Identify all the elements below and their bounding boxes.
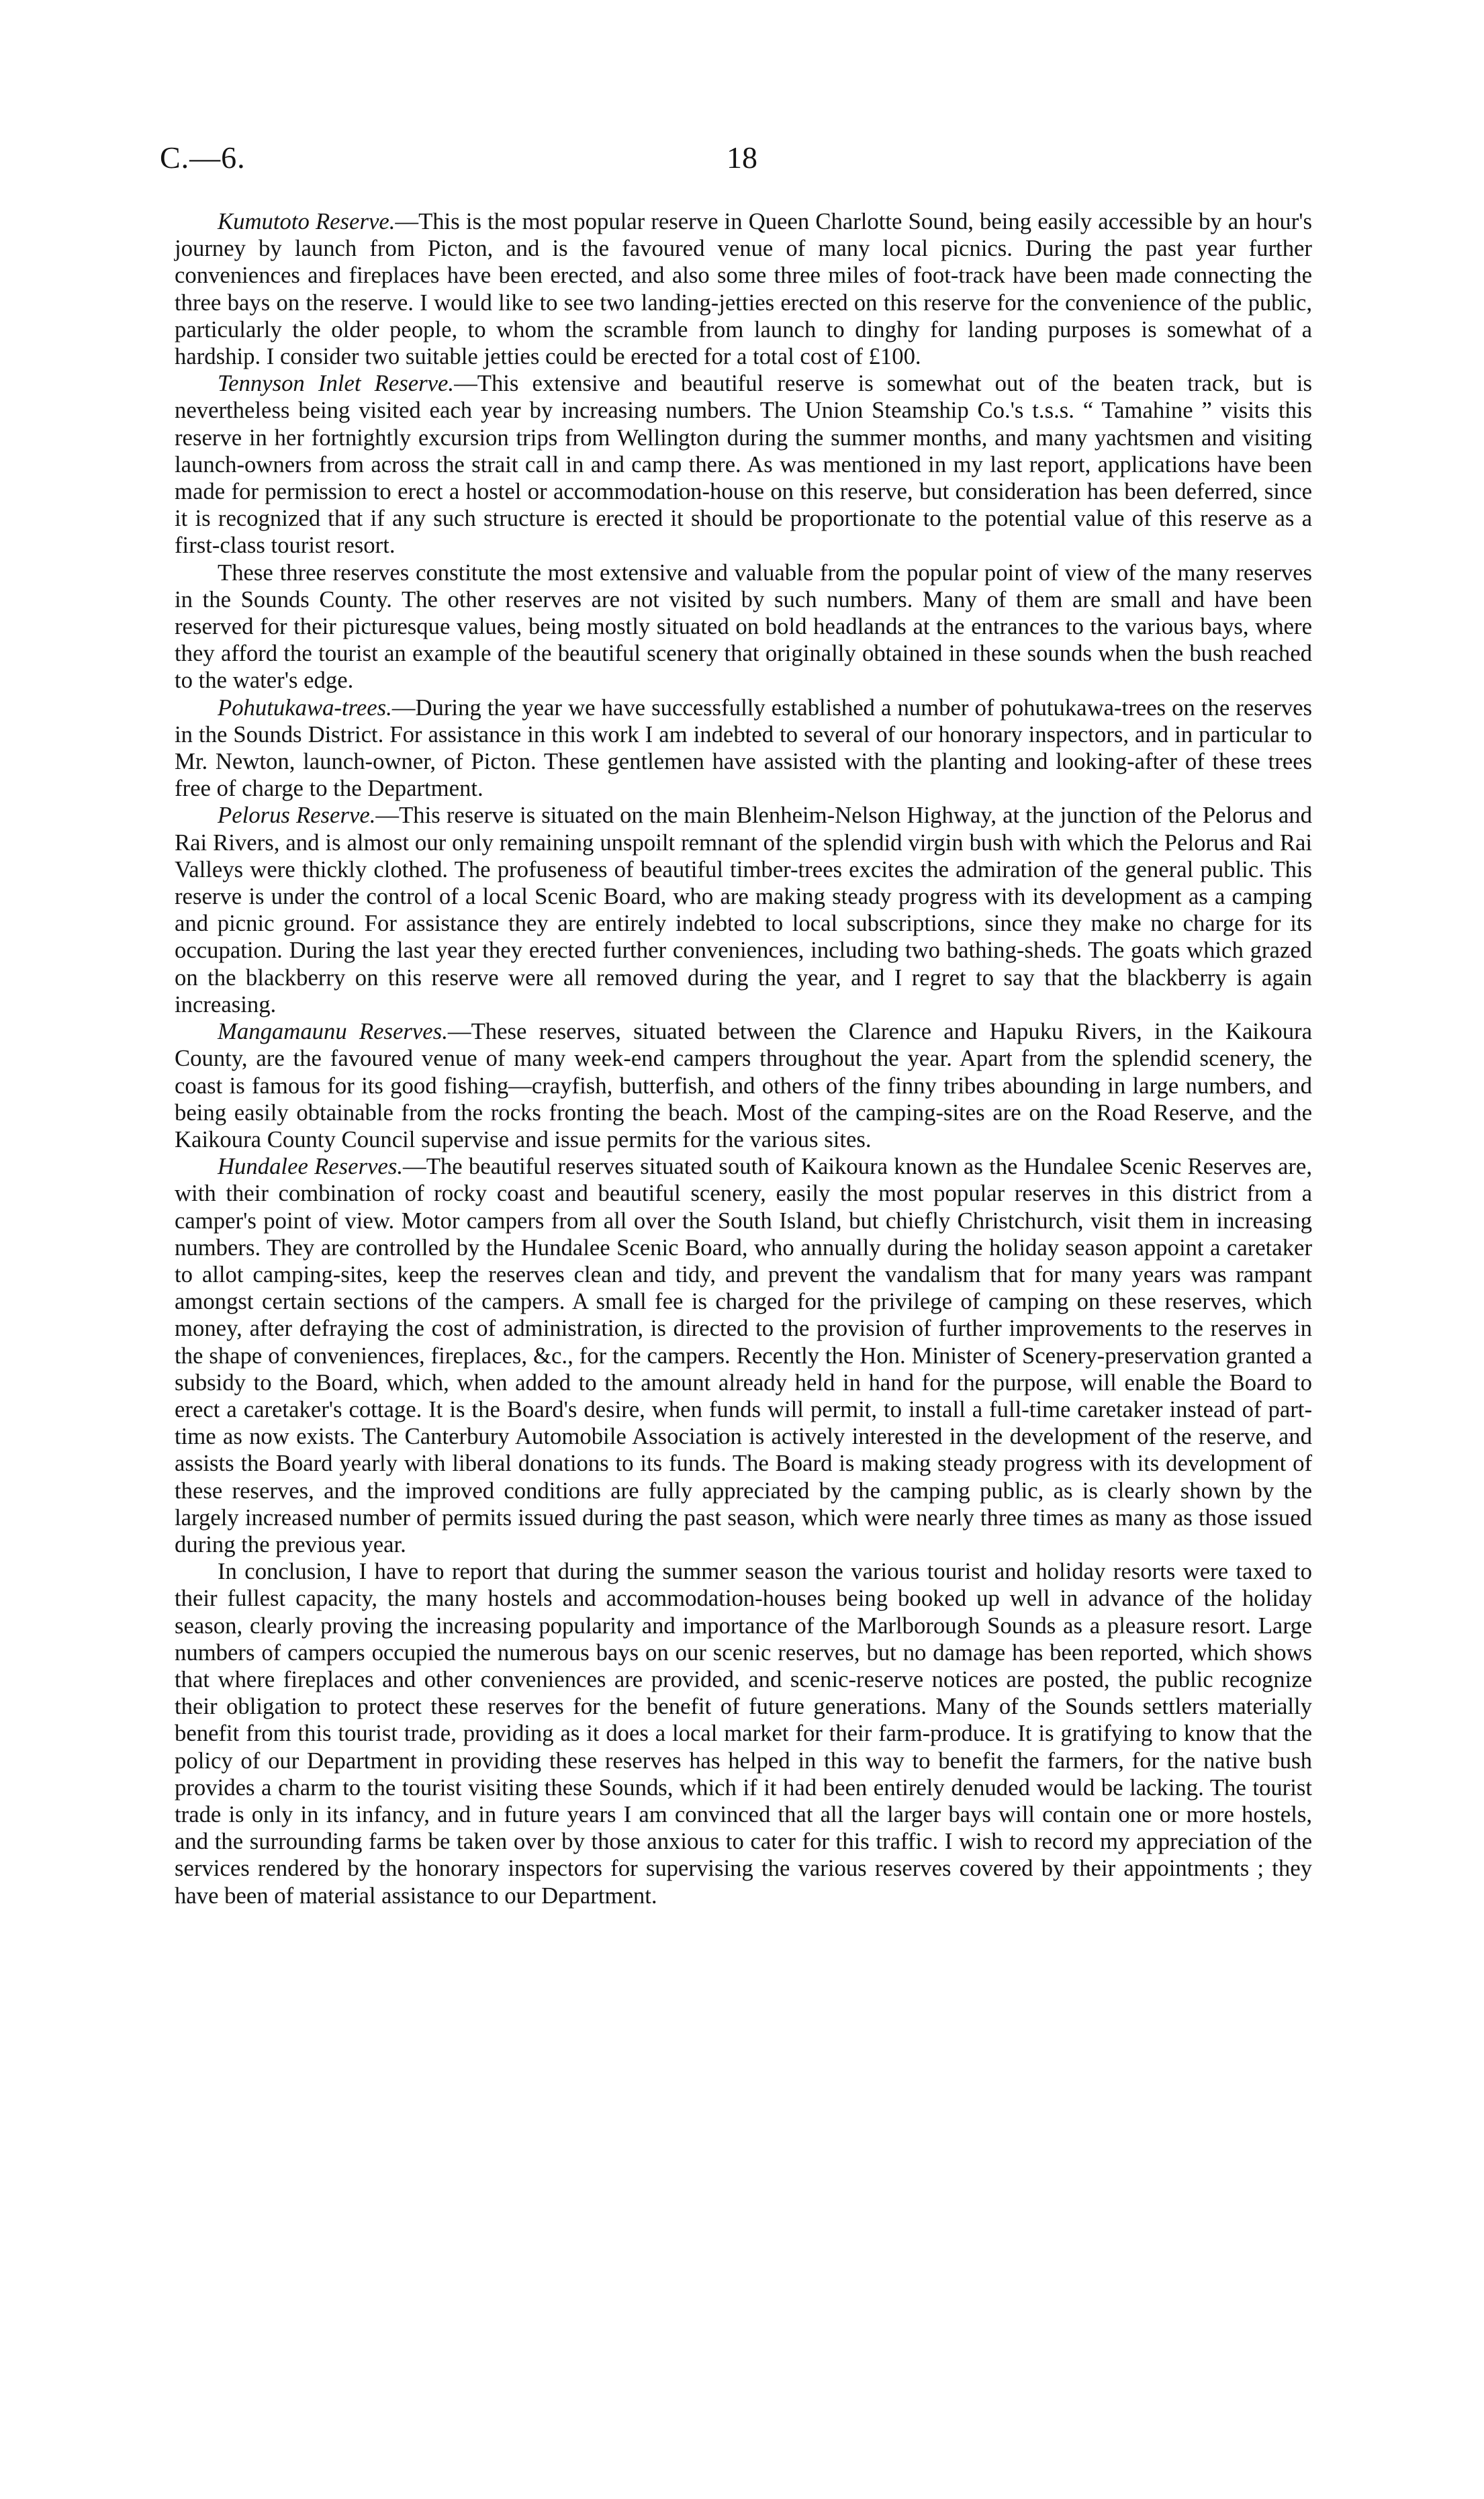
paragraph-heading: Mangamaunu Reserves. (218, 1018, 448, 1045)
paragraph-heading: Pohutukawa-trees. (218, 694, 392, 721)
paragraph-text: These three reserves constitute the most extensive and valuable from the popular point of view of the many reserves in the Sounds County. The other reserves are not visited by such numbers. Many of them are small and have been reserved for their picturesque values, being mostly situated on bold headlands at the entrances to the various bays, where they afford the tourist an example of the beautiful scenery that originally obtained in these sounds when the bush reached to the water's edge. (175, 559, 1312, 694)
paragraph-text: —During the year we have successfully established a number of pohutukawa-trees on the reserves in the Sounds District. For assistance in this work I am indebted to several of our honorary inspectors, and in particular to Mr. Newton, launch-owner, of Picton. These gentlemen have assisted with the planting and looking-after of these trees free of charge to the Department. (175, 694, 1312, 802)
paragraph-text: —This is the most popular reserve in Queen Charlotte Sound, being easily accessible by an hour's journey by launch from Picton, and is the favoured venue of many local picnics. During the past year further conveniences and fireplaces have been erected, and also some three miles of foot-track have been made connecting the three bays on the reserve. I would like to see two landing-jetties erected on this reserve for the convenience of the public, particularly the older people, to whom the scramble from launch to dinghy for landing purposes is somewhat of a hardship. I consider two suitable jetties could be erected for a total cost of £100. (175, 208, 1312, 370)
page-header (0, 140, 1484, 187)
paragraph-text: In conclusion, I have to report that during the summer season the various tourist and holiday resorts were taxed to their fullest capacity, the many hostels and accommodation-houses being booked up well in advance of the holiday season, clearly proving the increasing popularity and importance of the Marlborough Sounds as a pleasure resort. Large numbers of campers occupied the numerous bays on our scenic reserves, but no damage has been reported, which shows that where fireplaces and other conveniences are provided, and scenic-reserve notices are posted, the public recognize their obligation to protect these reserves for the benefit of future generations. Many of the Sounds settlers materially benefit from this tourist trade, providing as it does a local market for their farm-produce. It is gratifying to know that the policy of our Department in providing these reserves has helped in this way to benefit the farmers, for the native bush provides a charm to the tourist visiting these Sounds, which if it had been entirely denuded would be lacking. The tourist trade is only in its infancy, and in future years I am convinced that all the larger bays will contain one or more hostels, and the surrounding farms be taken over by those anxious to cater for this traffic. I wish to record my appreciation of the services rendered by the honorary inspectors for supervising the various reserves covered by their appointments ; they have been of material assistance to our Department. (175, 1558, 1312, 1909)
paragraph-heading: Pelorus Reserve. (218, 802, 376, 829)
paragraph-kumutoto-reserve (175, 208, 1312, 370)
paragraph-text: —The beautiful reserves situated south of Kaikoura known as the Hundalee Scenic Reserves are, with their combination of rocky coast and beautiful scenery, easily the most popular reserves in this district from a camper's point of view. Motor campers from all over the South Island, but chiefly Christchurch, visit them in increasing numbers. They are controlled by the Hundalee Scenic Board, who annually during the holiday season appoint a caretaker to allot camping-sites, keep the reserves clean and tidy, and prevent the vandalism that for many years was rampant amongst certain sections of the campers. A small fee is charged for the privilege of camping on these reserves, which money, after defraying the cost of administration, is directed to the provision of further improvements to the reserves in the shape of conveniences, fireplaces, &c., for the campers. Recently the Hon. Minister of Scenery-preservation granted a subsidy to the Board, which, when added to the amount already held in hand for the purpose, will enable the Board to erect a caretaker's cottage. It is the Board's desire, when funds will permit, to install a full-time caretaker instead of part-time as now exists. The Canterbury Automobile Association is actively interested in the development of the reserve, and assists the Board yearly with liberal donations to its funds. The Board is making steady progress with its development of these reserves, and the improved conditions are fully appreciated by the camping public, as is clearly shown by the largely increased number of permits issued during the past season, which were nearly three times as many as those issued during the previous year. (175, 1153, 1312, 1557)
paragraph-text: —This reserve is situated on the main Blenheim-Nelson Highway, at the junction of the Pelorus and Rai Rivers, and is almost our only remaining unspoilt remnant of the splendid virgin bush with which the Pelorus and Rai Valleys were thickly clothed. The profuseness of beautiful timber-trees excites the admiration of the general public. This reserve is under the control of a local Scenic Board, who are making steady progress with its development as a camping and picnic ground. For assistance they are entirely indebted to local subscriptions, since they make no charge for its occupation. During the last year they erected further conveniences, including two bathing-sheds. The goats which grazed on the blackberry on this reserve were all removed during the year, and I regret to say that the blackberry is again increasing. (175, 802, 1312, 1017)
paragraph-conclusion (175, 1558, 1312, 1909)
paragraph-heading: Kumutoto Reserve. (218, 208, 396, 234)
paragraph-tennyson-inlet-reserve (175, 370, 1312, 559)
paragraph-heading: Tennyson Inlet Reserve. (218, 370, 455, 397)
paragraph-mangamaunu-reserves (175, 1018, 1312, 1153)
paragraph-hundalee-reserves (175, 1153, 1312, 1558)
paragraph-pelorus-reserve (175, 802, 1312, 1018)
document-reference: C.—6. (160, 140, 246, 175)
paragraph-text: —This extensive and beautiful reserve is somewhat out of the beaten track, but is nevertheless being visited each year by increasing numbers. The Union Steamship Co.'s t.s.s. “ Tamahine ” visits this reserve in her fortnightly excursion trips from Wellington during the summer months, and many yachtsmen and visiting launch-owners from across the strait call in and camp there. As was mentioned in my last report, applications have been made for permission to erect a hostel or accommodation-house on this reserve, but consideration has been deferred, since it is recognized that if any such structure is erected it should be proportionate to the potential value of this reserve as a first-class tourist resort. (175, 370, 1313, 559)
paragraph-pohutukawa-trees (175, 694, 1312, 803)
paragraph-heading: Hundalee Reserves. (218, 1153, 404, 1180)
paragraph-text: —These reserves, situated between the Clarence and Hapuku Rivers, in the Kaikoura County, are the favoured venue of many week-end campers throughout the year. Apart from the splendid scenery, the coast is famous for its good fishing—crayfish, butterfish, and others of the finny tribes abounding in large numbers, and being easily obtainable from the rocks fronting the beach. Most of the camping-sites are on the Road Reserve, and the Kaikoura County Council supervise and issue permits for the various sites. (175, 1018, 1312, 1152)
report-body (175, 208, 1312, 1909)
paragraph-three-reserves (175, 559, 1312, 694)
page-number: 18 (727, 140, 757, 175)
